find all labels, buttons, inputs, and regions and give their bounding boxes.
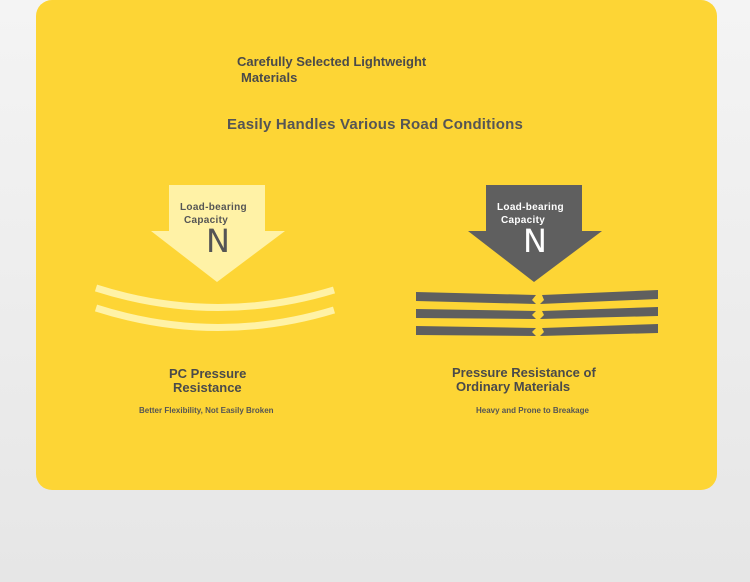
broken-strips-icon <box>414 288 660 338</box>
headline-line2: Materials <box>241 70 298 85</box>
right-title: Pressure Resistance of Ordinary Materials <box>452 365 596 394</box>
right-arrow-label: Load-bearing Capacity <box>497 202 564 226</box>
left-description: Better Flexibility, Not Easily Broken <box>139 406 274 415</box>
subheading: Easily Handles Various Road Conditions <box>227 116 523 133</box>
left-title: PC Pressure Resistance <box>169 366 247 395</box>
headline-line1: Carefully Selected Lightweight <box>237 54 427 69</box>
right-unit-n: N <box>523 222 547 260</box>
left-unit-n: N <box>206 222 230 260</box>
left-arrow-label: Load-bearing Capacity <box>180 202 247 226</box>
headline <box>237 54 457 86</box>
flexible-strips-icon <box>94 282 336 338</box>
right-description: Heavy and Prone to Breakage <box>476 406 589 415</box>
